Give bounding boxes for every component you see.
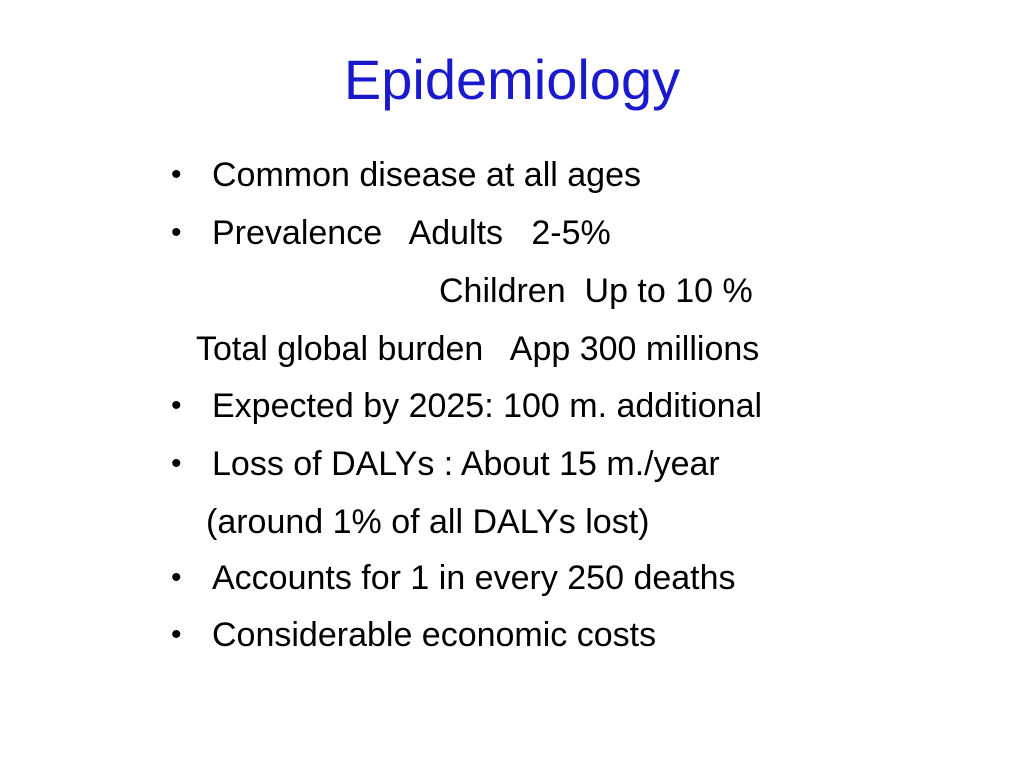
bullet-marker: • <box>171 618 182 651</box>
bullet-marker: • <box>171 389 182 422</box>
bullet-prevalence: Prevalence Adults 2-5% <box>212 214 611 252</box>
bullet-expected-2025: Expected by 2025: 100 m. additional <box>212 387 763 425</box>
bullet-deaths: Accounts for 1 in every 250 deaths <box>212 559 736 597</box>
bullet-marker: • <box>171 561 182 594</box>
bullet-marker: • <box>171 158 182 191</box>
dalys-note-line: (around 1% of all DALYs lost) <box>206 503 650 541</box>
slide-title: Epidemiology <box>343 48 681 111</box>
bullet-loss-dalys: Loss of DALYs : About 15 m./year <box>212 445 720 483</box>
bullet-marker: • <box>171 447 182 480</box>
bullet-common-disease: Common disease at all ages <box>212 156 642 194</box>
global-burden-line: Total global burden App 300 millions <box>196 330 760 368</box>
prevalence-children-line: Children Up to 10 % <box>439 272 753 310</box>
bullet-economic-costs: Considerable economic costs <box>212 616 657 654</box>
bullet-marker: • <box>171 216 182 249</box>
